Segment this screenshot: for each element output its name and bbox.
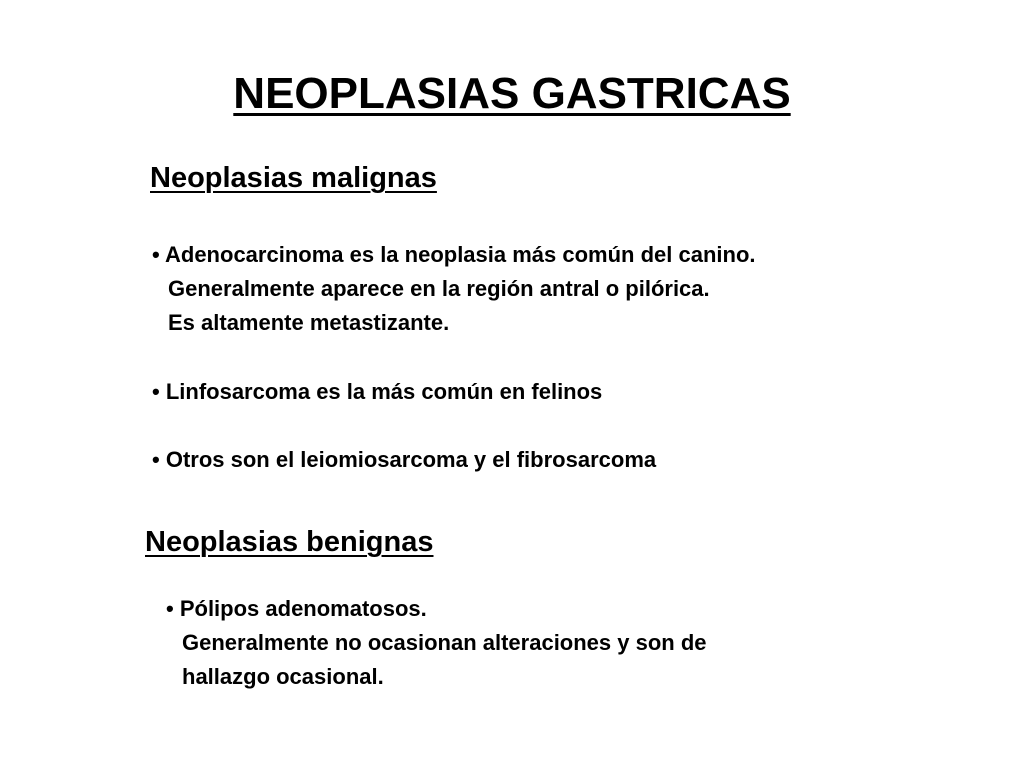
bullet-marker: •: [152, 447, 160, 472]
section-heading-benignas: Neoplasias benignas: [145, 526, 434, 558]
slide-title-text: NEOPLASIAS GASTRICAS: [233, 69, 791, 118]
bullet-marker: •: [166, 596, 174, 621]
list-item-polipos: [166, 592, 707, 694]
list-item-text: Linfosarcoma es la más común en felinos: [165, 379, 603, 404]
list-item-otros: [152, 443, 656, 477]
bullet-marker: •: [152, 242, 160, 267]
bullet-marker: •: [152, 379, 160, 404]
slide-title: [0, 66, 1024, 122]
list-item-linfosarcoma: [152, 375, 602, 409]
list-item-adenocarcinoma: [152, 238, 756, 340]
list-item-continuation: hallazgo ocasional.: [182, 664, 384, 689]
list-item-text: Otros son el leiomiosarcoma y el fibrosarcoma: [165, 447, 657, 472]
list-item-continuation: Es altamente metastizante.: [168, 310, 450, 335]
list-item-first-line: [152, 238, 756, 272]
list-item-first-line: [152, 375, 602, 409]
list-item-first-line: [152, 443, 656, 477]
list-item-text: Adenocarcinoma es la neoplasia más común del canino.: [165, 242, 756, 267]
list-item-first-line: [166, 592, 707, 626]
section-heading-malignas: Neoplasias malignas: [150, 162, 437, 194]
list-item-continuation: Generalmente aparece en la región antral o pilórica.: [168, 276, 710, 301]
list-item-text: Pólipos adenomatosos.: [179, 596, 427, 621]
list-item-continuation: Generalmente no ocasionan alteraciones y son de: [182, 630, 707, 655]
